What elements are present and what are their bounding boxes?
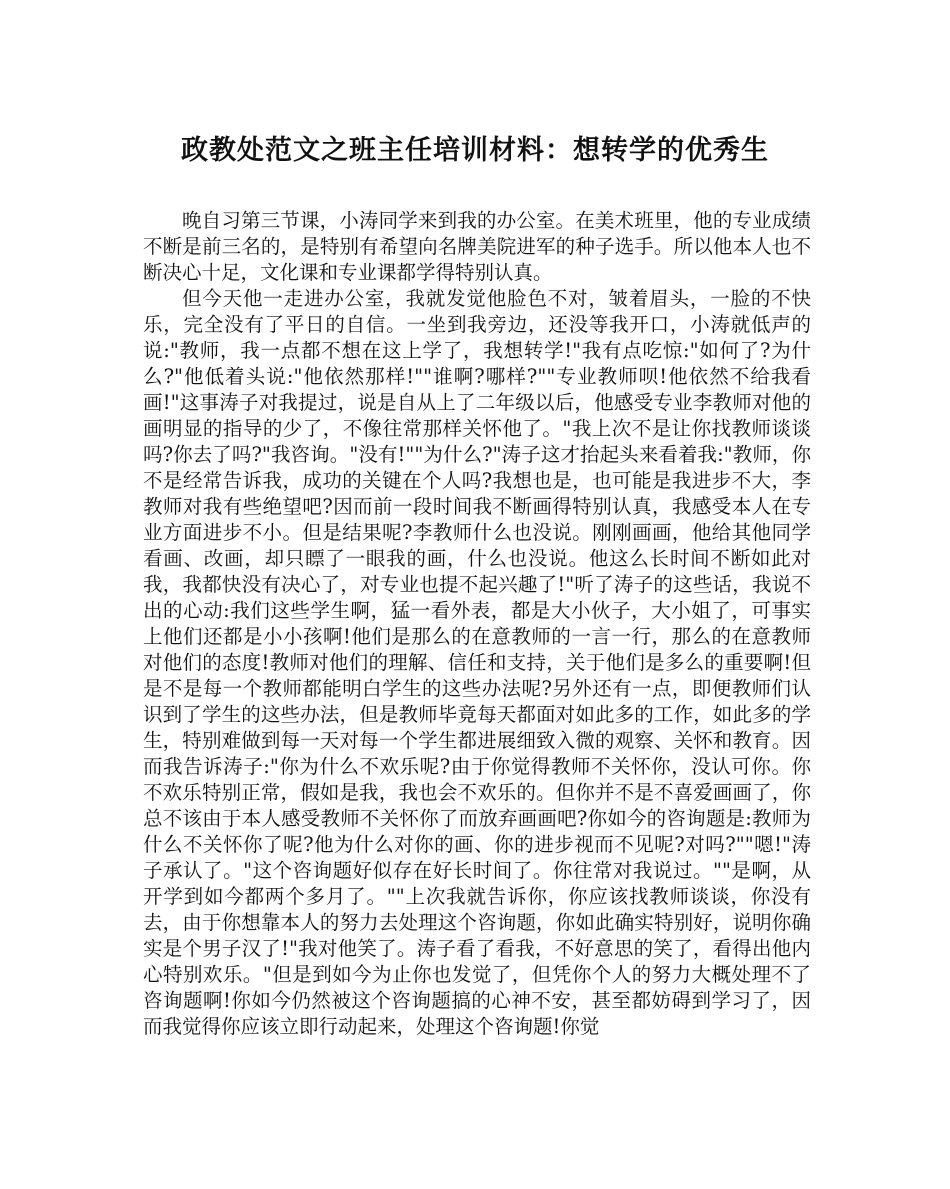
paragraph-2: 但今天他一走进办公室，我就发觉他脸色不对，皱着眉头，一脸的不快乐，完全没有了平日的自信。一坐到我旁边，还没等我开口，小涛就低声的说:"教师，我一点都不想在这上学了，我想转学!"我有点吃惊:"如何了?为什么?"他低着头说:"他依然那样!""谁啊?哪样?""专业教师呗!他依然不给我看画!"这事涛子对我提过，说是自从上了二年级以后，他感受专业李教师对他的画明显的指导的少了，不像往常那样关怀他了。"我上次不是让你找教师谈谈吗?你去了吗?"我咨询。"没有!""为什么?"涛子这才抬起头来看着我:"教师，你不是经常告诉我，成功的关键在个人吗?我想也是，也可能是我进步不大，李教师对我有些绝望吧?因而前一段时间我不断画得特别认真，我感受本人在专业方面进步不小。但是结果呢?李教师什么也没说。刚刚画画，他给其他同学看画、改画，却只瞟了一眼我的画，什么也没说。他这么长时间不断如此对我，我都快没有决心了，对专业也提不起兴趣了!"听了涛子的这些话，我说不出的心动:我们这些学生啊，猛一看外表，都是大小伙子，大小姐了，可事实上他们还都是小小孩啊!他们是那么的在意教师的一言一行，那么的在意教师对他们的态度!教师对他们的理解、信任和支持，关于他们是多么的重要啊!但是不是每一个教师都能明白学生的这些办法呢?另外还有一点，即便教师们认识到了学生的这些办法，但是教师毕竟每天都面对如此多的工作，如此多的学生，特别难做到每一天对每一个学生都进展细致入微的观察、关怀和教育。因而我告诉涛子:"你为什么不欢乐呢?由于你觉得教师不关怀你，没认可你。你不欢乐特别正常，假如是我，我也会不欢乐的。但你并不是不喜爱画画了，你总不该由于本人感受教师不关怀你了而放弃画画吧?你如今的咨询题是:教师为什么不关怀你了呢?他为什么对你的画、你的进步视而不见呢?对吗?""嗯!"涛子承认了。"这个咨询题好似存在好长时间了。你往常对我说过。""是啊，从开学到如今都两个多月了。""上次我就告诉你，你应该找教师谈谈，你没有去，由于你想靠本人的努力去处理这个咨询题，你如此确实特别好，说明你确实是个男子汉了!"我对他笑了。涛子看了看我，不好意思的笑了，看得出他内心特别欢乐。"但是到如今为止你也发觉了，但凭你个人的努力大概处理不了咨询题啊!你如今仍然被这个咨询题搞的心神不安，甚至都妨碍到学习了，因而我觉得你应该立即行动起来，处理这个咨询题!你觉 (143, 287, 811, 1038)
paragraph-1: 晚自习第三节课，小涛同学来到我的办公室。在美术班里，他的专业成绩不断是前三名的，是特别有希望向名牌美院进军的种子选手。所以他本人也不断决心十足，文化课和专业课都学得特别认真。 (143, 209, 811, 284)
document-title: 政教处范文之班主任培训材料：想转学的优秀生 (181, 135, 769, 166)
document-body (143, 208, 811, 1040)
